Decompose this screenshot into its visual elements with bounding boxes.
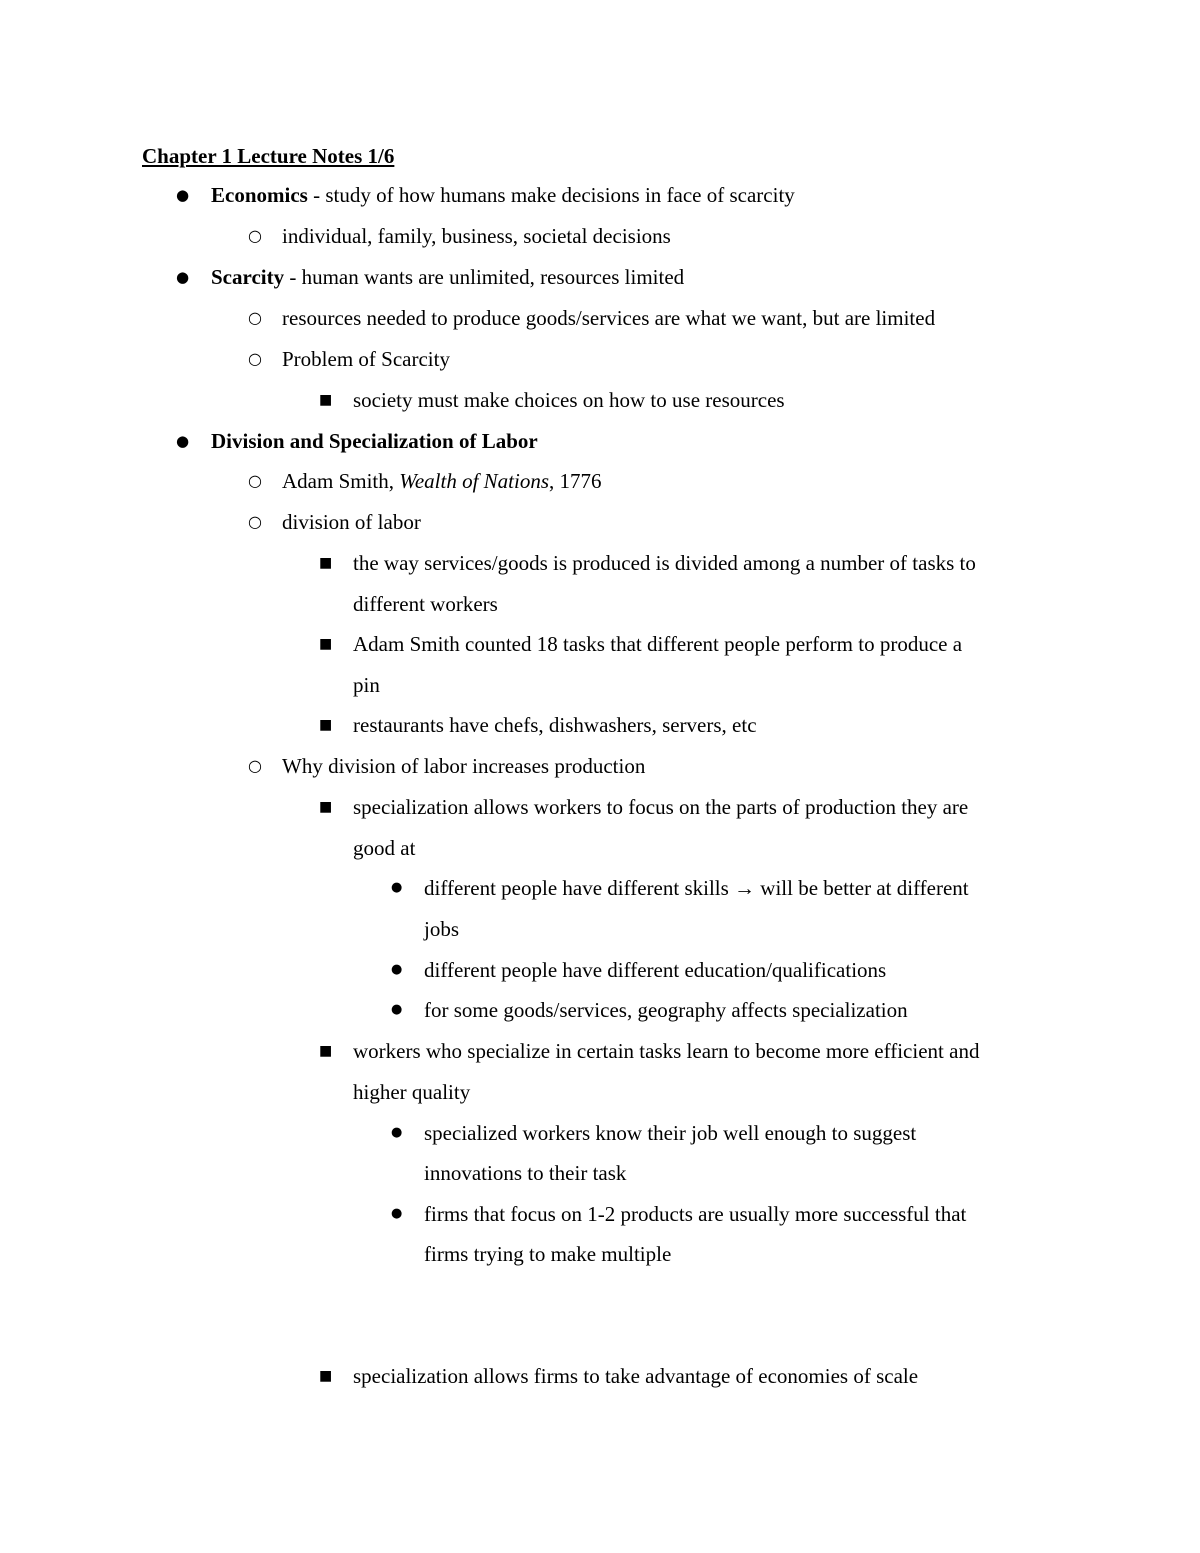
list-item-scarcity: [0, 257, 1200, 298]
list-item-text: firms trying to make multiple: [424, 1242, 672, 1266]
bullet-level3: ■: [319, 555, 333, 571]
list-item-text: Why division of labor increases production: [282, 754, 646, 778]
bullet-level4: ●: [391, 880, 403, 895]
list-item-text: society must make choices on how to use resources: [353, 388, 785, 412]
smith-suffix: , 1776: [549, 469, 602, 493]
list-item-why: [0, 746, 1200, 787]
list-item-text: different people have different skills → will be better at different: [424, 876, 969, 900]
bullet-level4: ●: [391, 1125, 403, 1140]
bullet-level3: ■: [319, 1043, 333, 1059]
list-item-economics-sub: [0, 216, 1200, 257]
list-item-text: Adam Smith counted 18 tasks that different people perform to produce a: [353, 632, 963, 656]
list-item-text: good at: [353, 836, 416, 860]
bullet-level2: ○: [248, 471, 262, 490]
list-item-text: resources needed to produce goods/services are what we want, but are limited: [282, 306, 936, 330]
list-item-smith: [0, 461, 1200, 502]
bullet-level3: ■: [319, 636, 333, 652]
list-item-dol-point3: [0, 705, 1200, 746]
bullet-level1: ●: [176, 432, 190, 450]
list-item-why-point1-sub3: [0, 990, 1200, 1031]
list-item-text: pin: [353, 673, 380, 697]
list-item-text: innovations to their task: [424, 1161, 627, 1185]
bullet-level1: ●: [176, 186, 190, 204]
list-item-why-point2: [0, 1031, 1200, 1072]
list-item-text: the way services/goods is produced is divided among a number of tasks to: [353, 551, 976, 575]
list-item-continuation: [0, 909, 1200, 950]
list-item-why-point2-sub2: [0, 1194, 1200, 1235]
smith-text: [282, 461, 602, 502]
list-item-continuation: [0, 1234, 1200, 1275]
list-item-text: individual, family, business, societal decisions: [282, 224, 671, 248]
list-item-text: Problem of Scarcity: [282, 347, 450, 371]
list-item-text: different people have different education/qualifications: [424, 958, 887, 982]
economics-term: Economics: [211, 183, 308, 207]
bullet-level3: ■: [319, 799, 333, 815]
list-item-text: specialization allows firms to take advantage of economies of scale: [353, 1364, 919, 1388]
economics-text: [211, 175, 795, 216]
list-item-scarcity-sub1: [0, 298, 1200, 339]
list-item-dol-point2: [0, 624, 1200, 665]
list-item-text: for some goods/services, geography affects specialization: [424, 998, 908, 1022]
list-item-text: jobs: [424, 917, 460, 941]
list-item-scarcity-sub2: [0, 339, 1200, 380]
list-item-text: division of labor: [282, 510, 421, 534]
list-item-division: [0, 421, 1200, 462]
bullet-level3: ■: [319, 392, 333, 408]
list-item-text: higher quality: [353, 1080, 471, 1104]
list-item-why-point3: [0, 1356, 1200, 1397]
economics-definition: - study of how humans make decisions in face of scarcity: [307, 183, 795, 207]
list-item-text: firms that focus on 1-2 products are usually more successful that: [424, 1202, 967, 1226]
page-title: Chapter 1 Lecture Notes 1/6: [142, 144, 395, 168]
list-item-text: different workers: [353, 592, 498, 616]
list-item-text: restaurants have chefs, dishwashers, servers, etc: [353, 713, 757, 737]
list-item-why-point2-sub1: [0, 1113, 1200, 1154]
smith-book-title: Wealth of Nations: [399, 469, 550, 493]
bullet-level4: ●: [391, 1206, 403, 1221]
bullet-level4: ●: [391, 962, 403, 977]
bullet-level2: ○: [248, 226, 262, 245]
bullet-level3: ■: [319, 1368, 333, 1384]
division-heading: Division and Specialization of Labor: [211, 429, 538, 453]
bullet-level4: ●: [391, 1002, 403, 1017]
list-item-text: workers who specialize in certain tasks learn to become more efficient and: [353, 1039, 980, 1063]
list-item-continuation: [0, 665, 1200, 706]
bullet-level2: ○: [248, 756, 262, 775]
list-item-continuation: [0, 584, 1200, 625]
list-item-economics: [0, 175, 1200, 216]
list-item-text: specialized workers know their job well enough to suggest: [424, 1121, 917, 1145]
list-item-scarcity-sub2-point: [0, 380, 1200, 421]
list-item-continuation: [0, 1153, 1200, 1194]
smith-prefix: Adam Smith,: [282, 469, 400, 493]
bullet-level2: ○: [248, 349, 262, 368]
bullet-level2: ○: [248, 512, 262, 531]
list-item-continuation: [0, 1072, 1200, 1113]
scarcity-definition: - human wants are unlimited, resources limited: [284, 265, 685, 289]
list-item-why-point1-sub1: [0, 868, 1200, 909]
list-item-text: specialization allows workers to focus on the parts of production they are: [353, 795, 969, 819]
list-item-why-point1-sub2: [0, 950, 1200, 991]
bullet-level3: ■: [319, 717, 333, 733]
scarcity-term: Scarcity: [211, 265, 285, 289]
bullet-level2: ○: [248, 308, 262, 327]
list-item-why-point1: [0, 787, 1200, 828]
list-item-continuation: [0, 828, 1200, 869]
bullet-level1: ●: [176, 268, 190, 286]
list-item-dol-point1: [0, 543, 1200, 584]
scarcity-text: [211, 257, 684, 298]
list-item-division-of-labor: [0, 502, 1200, 543]
